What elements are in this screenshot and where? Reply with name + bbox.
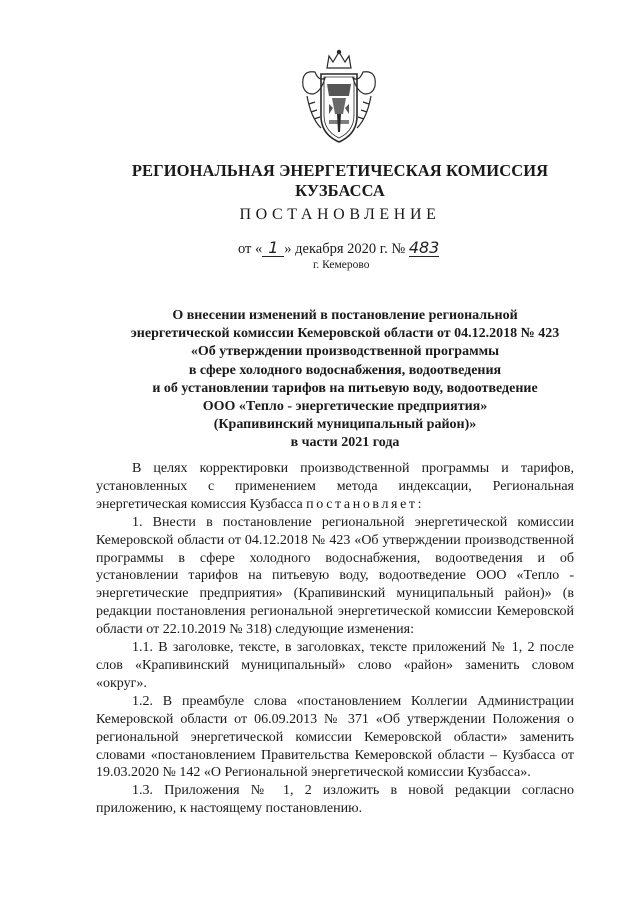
paragraph-1-2: 1.2. В преамбуле слова «постановлением Коллегии Администрации Кемеровской области от 06.09.2013 № 371 «Об утверждении Положения о региональной энергетической комиссии Кемеровской области» заменить словами «постановлением Правительства Кемеровской области – Кузбасса от 19.03.2020 № 142 «О Региональной энергетической комиссии Кузбасса».: [96, 693, 574, 781]
document-number-handwritten: 483: [408, 238, 440, 257]
title-line: энергетической комиссии Кемеровской области от 04.12.2018 № 423: [130, 326, 560, 342]
organization-name: РЕГИОНАЛЬНАЯ ЭНЕРГЕТИЧЕСКАЯ КОМИССИЯ: [131, 161, 549, 180]
preamble-paragraph: [96, 460, 574, 514]
title-line: «Об утверждении производственной программы: [190, 344, 500, 360]
document-body: [96, 460, 574, 818]
title-line: (Крапивинский муниципальный район)»: [213, 417, 477, 433]
coat-of-arms-icon: [299, 48, 379, 148]
document-type: ПОСТАНОВЛЕНИЕ: [239, 206, 441, 223]
preamble-text: В целях корректировки производственной программы и тарифов, установленных с применением метода индексации, Региональная энергетическая комиссия Кузбасса: [96, 461, 574, 512]
document-date-line: [238, 240, 439, 258]
document-title: [80, 307, 610, 453]
paragraph-1: 1. Внести в постановление региональной энергетической комиссии Кемеровской области от 04.12.2018 № 423 «Об утверждении производственной программы в сфере холодного водоснабжения, водоотведения и об установлении тарифов на питьевую воду, водоотведение ООО «Тепло - энергетические предприятия» (Крапивинский муниципальный район)» (в редакции постановления региональной энергетической комиссии Кемеровской области от 22.10.2019 № 318) следующие изменения:: [96, 514, 574, 638]
resolves-word: постановляет:: [306, 496, 425, 512]
document-city: г. Кемерово: [313, 259, 370, 271]
title-line: ООО «Тепло - энергетические предприятия»: [202, 399, 488, 415]
date-middle: » декабря 2020 г. №: [284, 241, 406, 257]
organization-name-region: КУЗБАССА: [295, 181, 385, 200]
paragraph-1-1: 1.1. В заголовке, тексте, в заголовках, тексте приложений № 1, 2 после слов «Крапивинский муниципальный» слово «район» заменить словом «округ».: [96, 640, 574, 691]
title-line: и об установлении тарифов на питьевую воду, водоотведение: [152, 380, 538, 396]
paragraph-1-3: 1.3. Приложения № 1, 2 изложить в новой редакции согласно приложению, к настоящему постановлению.: [96, 783, 574, 817]
date-prefix: от «: [238, 241, 263, 257]
date-day-handwritten: 1: [262, 240, 284, 257]
title-line: в части 2021 года: [290, 435, 400, 451]
title-line: О внесении изменений в постановление региональной: [172, 308, 518, 323]
title-line: в сфере холодного водоснабжения, водоотведения: [188, 362, 502, 378]
